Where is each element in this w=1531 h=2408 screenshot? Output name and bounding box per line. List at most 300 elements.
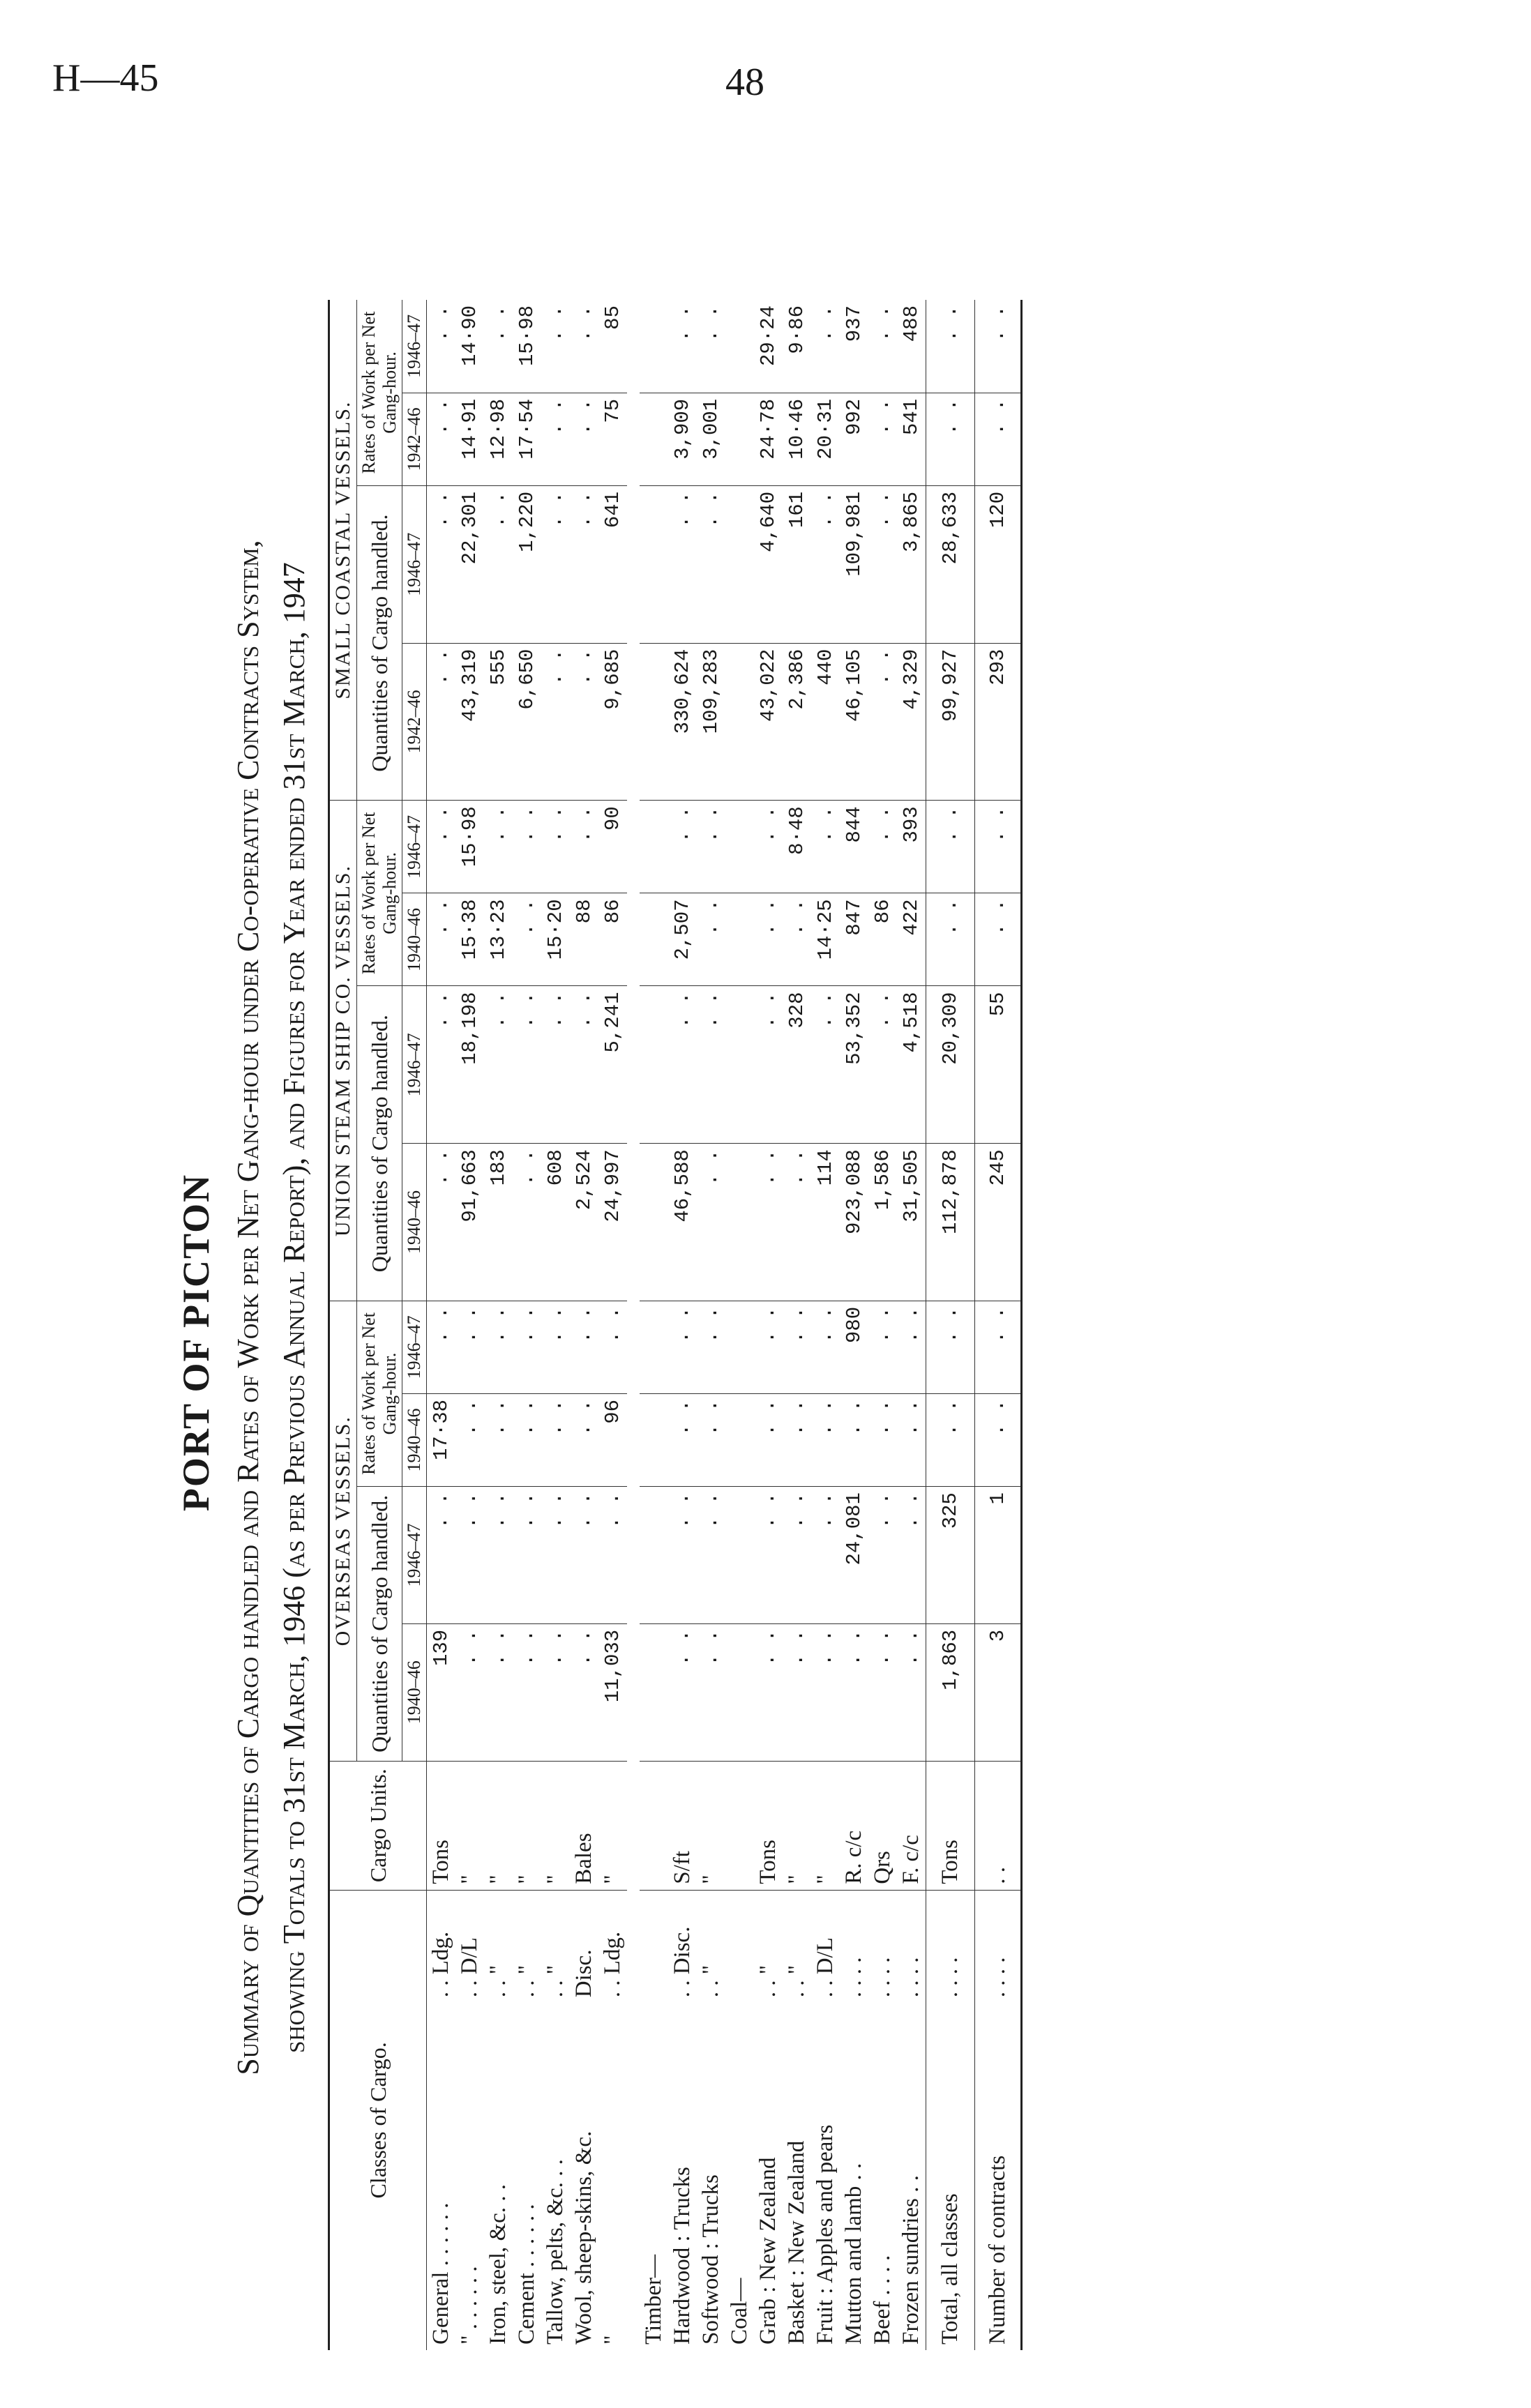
header-year: 1942–46 <box>402 393 427 485</box>
value-cell: . . <box>541 485 570 643</box>
value-cell: . . <box>754 1623 783 1761</box>
value-cell: 937 <box>840 300 868 393</box>
table-row <box>754 300 783 2350</box>
cargo-unit: Tons <box>427 1761 456 1890</box>
value-cell: . . <box>455 1487 484 1624</box>
value-cell: . . <box>570 393 598 485</box>
value-cell: . . <box>455 1623 484 1761</box>
value-cell: . . <box>811 801 840 893</box>
value-cell: . . <box>868 1623 897 1761</box>
contracts-row <box>975 300 1022 2350</box>
spacer-row <box>627 300 640 2350</box>
value-cell: . . <box>975 801 1022 893</box>
header-union: UNION STEAM SHIP CO. VESSELS. <box>329 801 357 1301</box>
handling-method <box>640 1890 668 2003</box>
value-cell: . . <box>926 393 975 485</box>
value-cell <box>640 1144 668 1301</box>
value-cell <box>725 893 754 986</box>
value-cell: . . <box>868 485 897 643</box>
cargo-unit: S/ft <box>668 1761 697 1890</box>
value-cell: . . <box>455 1301 484 1393</box>
value-cell <box>725 485 754 643</box>
cargo-unit <box>725 1761 754 1890</box>
value-cell: 1 <box>975 1487 1022 1624</box>
value-cell <box>640 393 668 485</box>
value-cell: . . <box>427 643 456 801</box>
value-cell: . . <box>868 1393 897 1486</box>
value-cell: . . <box>513 1301 541 1393</box>
value-cell: . . <box>975 893 1022 986</box>
value-cell: 14·90 <box>455 300 484 393</box>
value-cell: 12·98 <box>484 393 513 485</box>
cargo-unit: " <box>541 1761 570 1890</box>
value-cell <box>640 485 668 643</box>
value-cell: . . <box>754 1487 783 1624</box>
cargo-class: " <box>600 2335 625 2345</box>
value-cell: 422 <box>897 893 926 986</box>
handling-method: Disc. <box>571 1949 596 1998</box>
cargo-class: Basket : New Zealand <box>784 2140 809 2345</box>
page-number: 48 <box>725 61 764 104</box>
table-row <box>598 300 627 2350</box>
value-cell: . . <box>811 986 840 1144</box>
value-cell: . . <box>811 300 840 393</box>
value-cell: 328 <box>783 986 811 1144</box>
value-cell: . . <box>570 1301 598 1393</box>
value-cell: . . <box>926 893 975 986</box>
value-cell: . . <box>668 1487 697 1624</box>
value-cell: . . <box>975 1301 1022 1393</box>
value-cell: 43,022 <box>754 643 783 801</box>
value-cell: . . <box>926 801 975 893</box>
value-cell: 2,507 <box>668 893 697 986</box>
value-cell: . . <box>897 1623 926 1761</box>
handling-method: . . . . <box>870 1957 895 1998</box>
value-cell: . . <box>570 485 598 643</box>
value-cell: . . <box>484 986 513 1144</box>
handling-method: . . . . <box>926 1890 975 2003</box>
value-cell: 28,633 <box>926 485 975 643</box>
value-cell: . . <box>868 1301 897 1393</box>
value-cell: 14·25 <box>811 893 840 986</box>
subtitle-line-2: showing Totals to 31st March, 1946 (as per Previous Annual Report), and Figures for Year ended 31st March, 1947 <box>277 562 311 2053</box>
value-cell: 641 <box>598 485 627 643</box>
handling-method: . . D/L <box>813 1937 838 1998</box>
handling-method: . . " <box>784 1964 809 1998</box>
header-classes: Classes of Cargo. <box>365 2042 391 2199</box>
handling-method: . . Ldg. <box>600 1931 625 1998</box>
value-cell: . . <box>697 1623 725 1761</box>
value-cell <box>725 393 754 485</box>
value-cell: . . <box>868 1487 897 1624</box>
value-cell: 330,624 <box>668 643 697 801</box>
value-cell: . . <box>811 1393 840 1486</box>
value-cell: . . <box>754 893 783 986</box>
value-cell: 13·23 <box>484 893 513 986</box>
handling-method: . . D/L <box>457 1937 482 1998</box>
cargo-unit: R. c/c <box>840 1761 868 1890</box>
value-cell: . . <box>868 300 897 393</box>
value-cell: 17·38 <box>427 1393 456 1486</box>
value-cell: . . <box>754 1393 783 1486</box>
cargo-unit: " <box>513 1761 541 1890</box>
value-cell: 6,650 <box>513 643 541 801</box>
value-cell: 90 <box>598 801 627 893</box>
value-cell: . . <box>570 801 598 893</box>
header-quantities: Quantities of Cargo handled. <box>357 1487 402 1762</box>
value-cell: 11,033 <box>598 1623 627 1761</box>
value-cell: 245 <box>975 1144 1022 1301</box>
value-cell: . . <box>811 1301 840 1393</box>
value-cell: . . <box>513 1393 541 1486</box>
value-cell: . . <box>570 300 598 393</box>
value-cell: 15·20 <box>541 893 570 986</box>
value-cell: . . <box>697 1301 725 1393</box>
handling-method: . . . . <box>841 1957 866 1998</box>
header-year: 1946–47 <box>402 485 427 643</box>
value-cell: . . <box>897 1393 926 1486</box>
header-rates: Rates of Work per Net Gang-hour. <box>357 300 402 485</box>
table-row <box>783 300 811 2350</box>
value-cell: 114 <box>811 1144 840 1301</box>
cargo-class: Fruit : Apples and pears <box>813 2124 838 2345</box>
table-row <box>868 300 897 2350</box>
cargo-unit: " <box>598 1761 627 1890</box>
value-cell <box>725 801 754 893</box>
value-cell: . . <box>840 1623 868 1761</box>
value-cell: . . <box>840 1393 868 1486</box>
cargo-class: Total, all classes <box>926 2003 975 2350</box>
header-year: 1940–46 <box>402 1623 427 1761</box>
header-year: 1940–46 <box>402 1393 427 1486</box>
value-cell: . . <box>427 300 456 393</box>
value-cell: 20·31 <box>811 393 840 485</box>
value-cell: 99,927 <box>926 643 975 801</box>
cargo-class: Tallow, pelts, &c. . . <box>543 2159 568 2345</box>
header-rates: Rates of Work per Net Gang-hour. <box>357 801 402 986</box>
spacer-cell <box>627 300 640 2350</box>
handling-method <box>725 1890 754 2003</box>
value-cell: 86 <box>868 893 897 986</box>
cargo-unit: " <box>455 1761 484 1890</box>
value-cell: . . <box>668 1623 697 1761</box>
header-rates: Rates of Work per Net Gang-hour. <box>357 1301 402 1486</box>
cargo-class: Coal— <box>727 2278 752 2345</box>
value-cell: 15·38 <box>455 893 484 986</box>
value-cell: 980 <box>840 1301 868 1393</box>
table-row <box>541 300 570 2350</box>
value-cell: . . <box>513 986 541 1144</box>
cargo-unit: Bales <box>570 1761 598 1890</box>
value-cell: 53,352 <box>840 986 868 1144</box>
value-cell: 992 <box>840 393 868 485</box>
value-cell: 923,088 <box>840 1144 868 1301</box>
value-cell: . . <box>754 986 783 1144</box>
handling-method: . . " <box>755 1964 780 1998</box>
value-cell: 4,329 <box>897 643 926 801</box>
value-cell: . . <box>668 1301 697 1393</box>
value-cell: 4,640 <box>754 485 783 643</box>
value-cell: 393 <box>897 801 926 893</box>
value-cell <box>725 986 754 1144</box>
value-cell: 55 <box>975 986 1022 1144</box>
value-cell: 3,865 <box>897 485 926 643</box>
table-row <box>455 300 484 2350</box>
value-cell: . . <box>783 1487 811 1624</box>
value-cell: 20,309 <box>926 986 975 1144</box>
value-cell: . . <box>541 986 570 1144</box>
value-cell: . . <box>697 893 725 986</box>
header-year: 1940–46 <box>402 1144 427 1301</box>
table-row <box>427 300 456 2350</box>
value-cell: . . <box>868 393 897 485</box>
value-cell: . . <box>668 986 697 1144</box>
value-cell: 555 <box>484 643 513 801</box>
cargo-class: Hardwood : Trucks <box>670 2167 695 2345</box>
value-cell: . . <box>975 300 1022 393</box>
value-cell: . . <box>926 1393 975 1486</box>
subtitle-line-1: Summary of Quantities of Cargo handled and Rates of Work per Net Gang-hour under Co-operative Contracts System, <box>231 540 265 2075</box>
value-cell: . . <box>598 1301 627 1393</box>
header-year: 1940–46 <box>402 893 427 986</box>
value-cell: . . <box>811 485 840 643</box>
value-cell: 3,909 <box>668 393 697 485</box>
value-cell: 9·86 <box>783 300 811 393</box>
value-cell: . . <box>570 986 598 1144</box>
value-cell: . . <box>868 986 897 1144</box>
value-cell <box>640 1393 668 1486</box>
value-cell <box>640 643 668 801</box>
cargo-unit <box>640 1761 668 1890</box>
cargo-class: Frozen sundries . . <box>898 2175 923 2345</box>
value-cell: . . <box>668 801 697 893</box>
value-cell: 24,081 <box>840 1487 868 1624</box>
value-cell: . . <box>484 1301 513 1393</box>
value-cell: . . <box>598 1487 627 1624</box>
value-cell: . . <box>541 1393 570 1486</box>
value-cell: 17·54 <box>513 393 541 485</box>
value-cell: 85 <box>598 300 627 393</box>
value-cell <box>640 893 668 986</box>
value-cell: . . <box>811 1623 840 1761</box>
cargo-class: " . . . . . . <box>457 2266 482 2345</box>
value-cell: . . <box>513 1144 541 1301</box>
value-cell: 22,301 <box>455 485 484 643</box>
handling-method: . . " <box>485 1964 511 1998</box>
header-quantities: Quantities of Cargo handled. <box>357 485 402 800</box>
value-cell <box>725 1487 754 1624</box>
cargo-unit: " <box>697 1761 725 1890</box>
rotated-table-block <box>139 209 1395 2371</box>
value-cell: 109,981 <box>840 485 868 643</box>
value-cell: . . <box>513 801 541 893</box>
value-cell: . . <box>484 1623 513 1761</box>
value-cell: . . <box>541 393 570 485</box>
value-cell <box>725 643 754 801</box>
value-cell: . . <box>427 393 456 485</box>
value-cell <box>640 1301 668 1393</box>
value-cell: 43,319 <box>455 643 484 801</box>
value-cell: . . <box>783 1144 811 1301</box>
value-cell: 9,685 <box>598 643 627 801</box>
cargo-class: General . . . . . . <box>428 2202 453 2345</box>
total-row <box>926 300 975 2350</box>
value-cell: 1,863 <box>926 1623 975 1761</box>
value-cell: . . <box>513 893 541 986</box>
value-cell: . . <box>513 1623 541 1761</box>
header-quantities: Quantities of Cargo handled. <box>357 986 402 1301</box>
value-cell: 96 <box>598 1393 627 1486</box>
table-row <box>897 300 926 2350</box>
value-cell: 112,878 <box>926 1144 975 1301</box>
header-year: 1946–47 <box>402 1301 427 1393</box>
value-cell: 18,198 <box>455 986 484 1144</box>
value-cell <box>640 300 668 393</box>
value-cell <box>725 1623 754 1761</box>
value-cell: 120 <box>975 485 1022 643</box>
value-cell: 139 <box>427 1623 456 1761</box>
value-cell: . . <box>697 1487 725 1624</box>
value-cell: 325 <box>926 1487 975 1624</box>
cargo-class: Timber— <box>641 2255 666 2345</box>
value-cell: . . <box>427 986 456 1144</box>
value-cell: 4,518 <box>897 986 926 1144</box>
value-cell: 109,283 <box>697 643 725 801</box>
value-cell: . . <box>697 801 725 893</box>
value-cell: . . <box>484 1393 513 1486</box>
value-cell: 608 <box>541 1144 570 1301</box>
value-cell: . . <box>541 643 570 801</box>
value-cell: 91,663 <box>455 1144 484 1301</box>
value-cell: . . <box>754 1144 783 1301</box>
value-cell: 847 <box>840 893 868 986</box>
value-cell: . . <box>668 485 697 643</box>
value-cell: . . <box>975 1393 1022 1486</box>
value-cell: . . <box>427 1144 456 1301</box>
value-cell: . . <box>541 300 570 393</box>
value-cell: 46,105 <box>840 643 868 801</box>
cargo-class: Cement . . . . . . <box>514 2204 539 2345</box>
value-cell: 3 <box>975 1623 1022 1761</box>
value-cell: 8·48 <box>783 801 811 893</box>
table-row <box>668 300 697 2350</box>
value-cell <box>725 1393 754 1486</box>
value-cell: 88 <box>570 893 598 986</box>
value-cell: 541 <box>897 393 926 485</box>
header-coastal: SMALL COASTAL VESSELS. <box>329 300 357 801</box>
value-cell: 75 <box>598 393 627 485</box>
value-cell: . . <box>697 986 725 1144</box>
table-row <box>811 300 840 2350</box>
handling-method: . . . . <box>898 1957 923 1998</box>
table-row <box>640 300 668 2350</box>
handling-method: . . " <box>514 1964 539 1998</box>
value-cell: . . <box>570 643 598 801</box>
value-cell: 15·98 <box>513 300 541 393</box>
value-cell: . . <box>783 893 811 986</box>
cargo-class: Wool, sheep-skins, &c. <box>571 2130 596 2345</box>
value-cell: 161 <box>783 485 811 643</box>
value-cell: 2,524 <box>570 1144 598 1301</box>
cargo-unit: " <box>783 1761 811 1890</box>
header-year: 1942–46 <box>402 643 427 801</box>
handling-method: . . " <box>543 1964 568 1998</box>
value-cell: 440 <box>811 643 840 801</box>
value-cell: . . <box>811 1487 840 1624</box>
value-cell <box>725 1144 754 1301</box>
cargo-unit: Qrs <box>868 1761 897 1890</box>
cargo-unit: " <box>484 1761 513 1890</box>
value-cell: . . <box>427 1487 456 1624</box>
value-cell: . . <box>455 1393 484 1486</box>
value-cell: . . <box>697 1144 725 1301</box>
value-cell <box>725 1301 754 1393</box>
cargo-unit: . . <box>975 1761 1022 1890</box>
value-cell: 3,001 <box>697 393 725 485</box>
value-cell: . . <box>868 643 897 801</box>
value-cell: . . <box>541 1623 570 1761</box>
value-cell: . . <box>668 300 697 393</box>
table-row <box>484 300 513 2350</box>
value-cell: . . <box>975 393 1022 485</box>
value-cell: 183 <box>484 1144 513 1301</box>
header-year: 1946–47 <box>402 801 427 893</box>
cargo-class: Beef . . . . <box>870 2255 895 2345</box>
value-cell: . . <box>513 1487 541 1624</box>
table-row <box>513 300 541 2350</box>
value-cell: . . <box>697 300 725 393</box>
value-cell: . . <box>754 1301 783 1393</box>
value-cell: . . <box>484 485 513 643</box>
value-cell: 293 <box>975 643 1022 801</box>
cargo-table <box>328 300 1023 2350</box>
value-cell: . . <box>427 893 456 986</box>
cargo-class: Iron, steel, &c. . . <box>485 2183 511 2345</box>
value-cell: . . <box>570 1487 598 1624</box>
value-cell: . . <box>897 1301 926 1393</box>
cargo-unit: F. c/c <box>897 1761 926 1890</box>
value-cell: . . <box>541 1301 570 1393</box>
table-row <box>570 300 598 2350</box>
value-cell: 29·24 <box>754 300 783 393</box>
value-cell: . . <box>897 1487 926 1624</box>
header-year: 1946–47 <box>402 1487 427 1624</box>
value-cell: . . <box>570 1393 598 1486</box>
value-cell: . . <box>427 801 456 893</box>
cargo-unit: Tons <box>926 1761 975 1890</box>
cargo-class: Softwood : Trucks <box>698 2174 723 2345</box>
value-cell: 844 <box>840 801 868 893</box>
value-cell: . . <box>697 485 725 643</box>
value-cell: . . <box>754 801 783 893</box>
header-overseas: OVERSEAS VESSELS. <box>329 1301 357 1761</box>
value-cell: . . <box>570 1623 598 1761</box>
table-header <box>329 300 427 2350</box>
value-cell <box>725 300 754 393</box>
value-cell: . . <box>484 801 513 893</box>
value-cell: . . <box>541 1487 570 1624</box>
cargo-class: Mutton and lamb . . <box>841 2163 866 2345</box>
value-cell: 24·78 <box>754 393 783 485</box>
cargo-unit: " <box>811 1761 840 1890</box>
value-cell: . . <box>427 485 456 643</box>
value-cell: 1,220 <box>513 485 541 643</box>
table-body <box>427 300 1022 2350</box>
header-units: Cargo Units. <box>329 1761 427 1890</box>
value-cell <box>640 986 668 1144</box>
value-cell: 2,386 <box>783 643 811 801</box>
value-cell: . . <box>541 801 570 893</box>
